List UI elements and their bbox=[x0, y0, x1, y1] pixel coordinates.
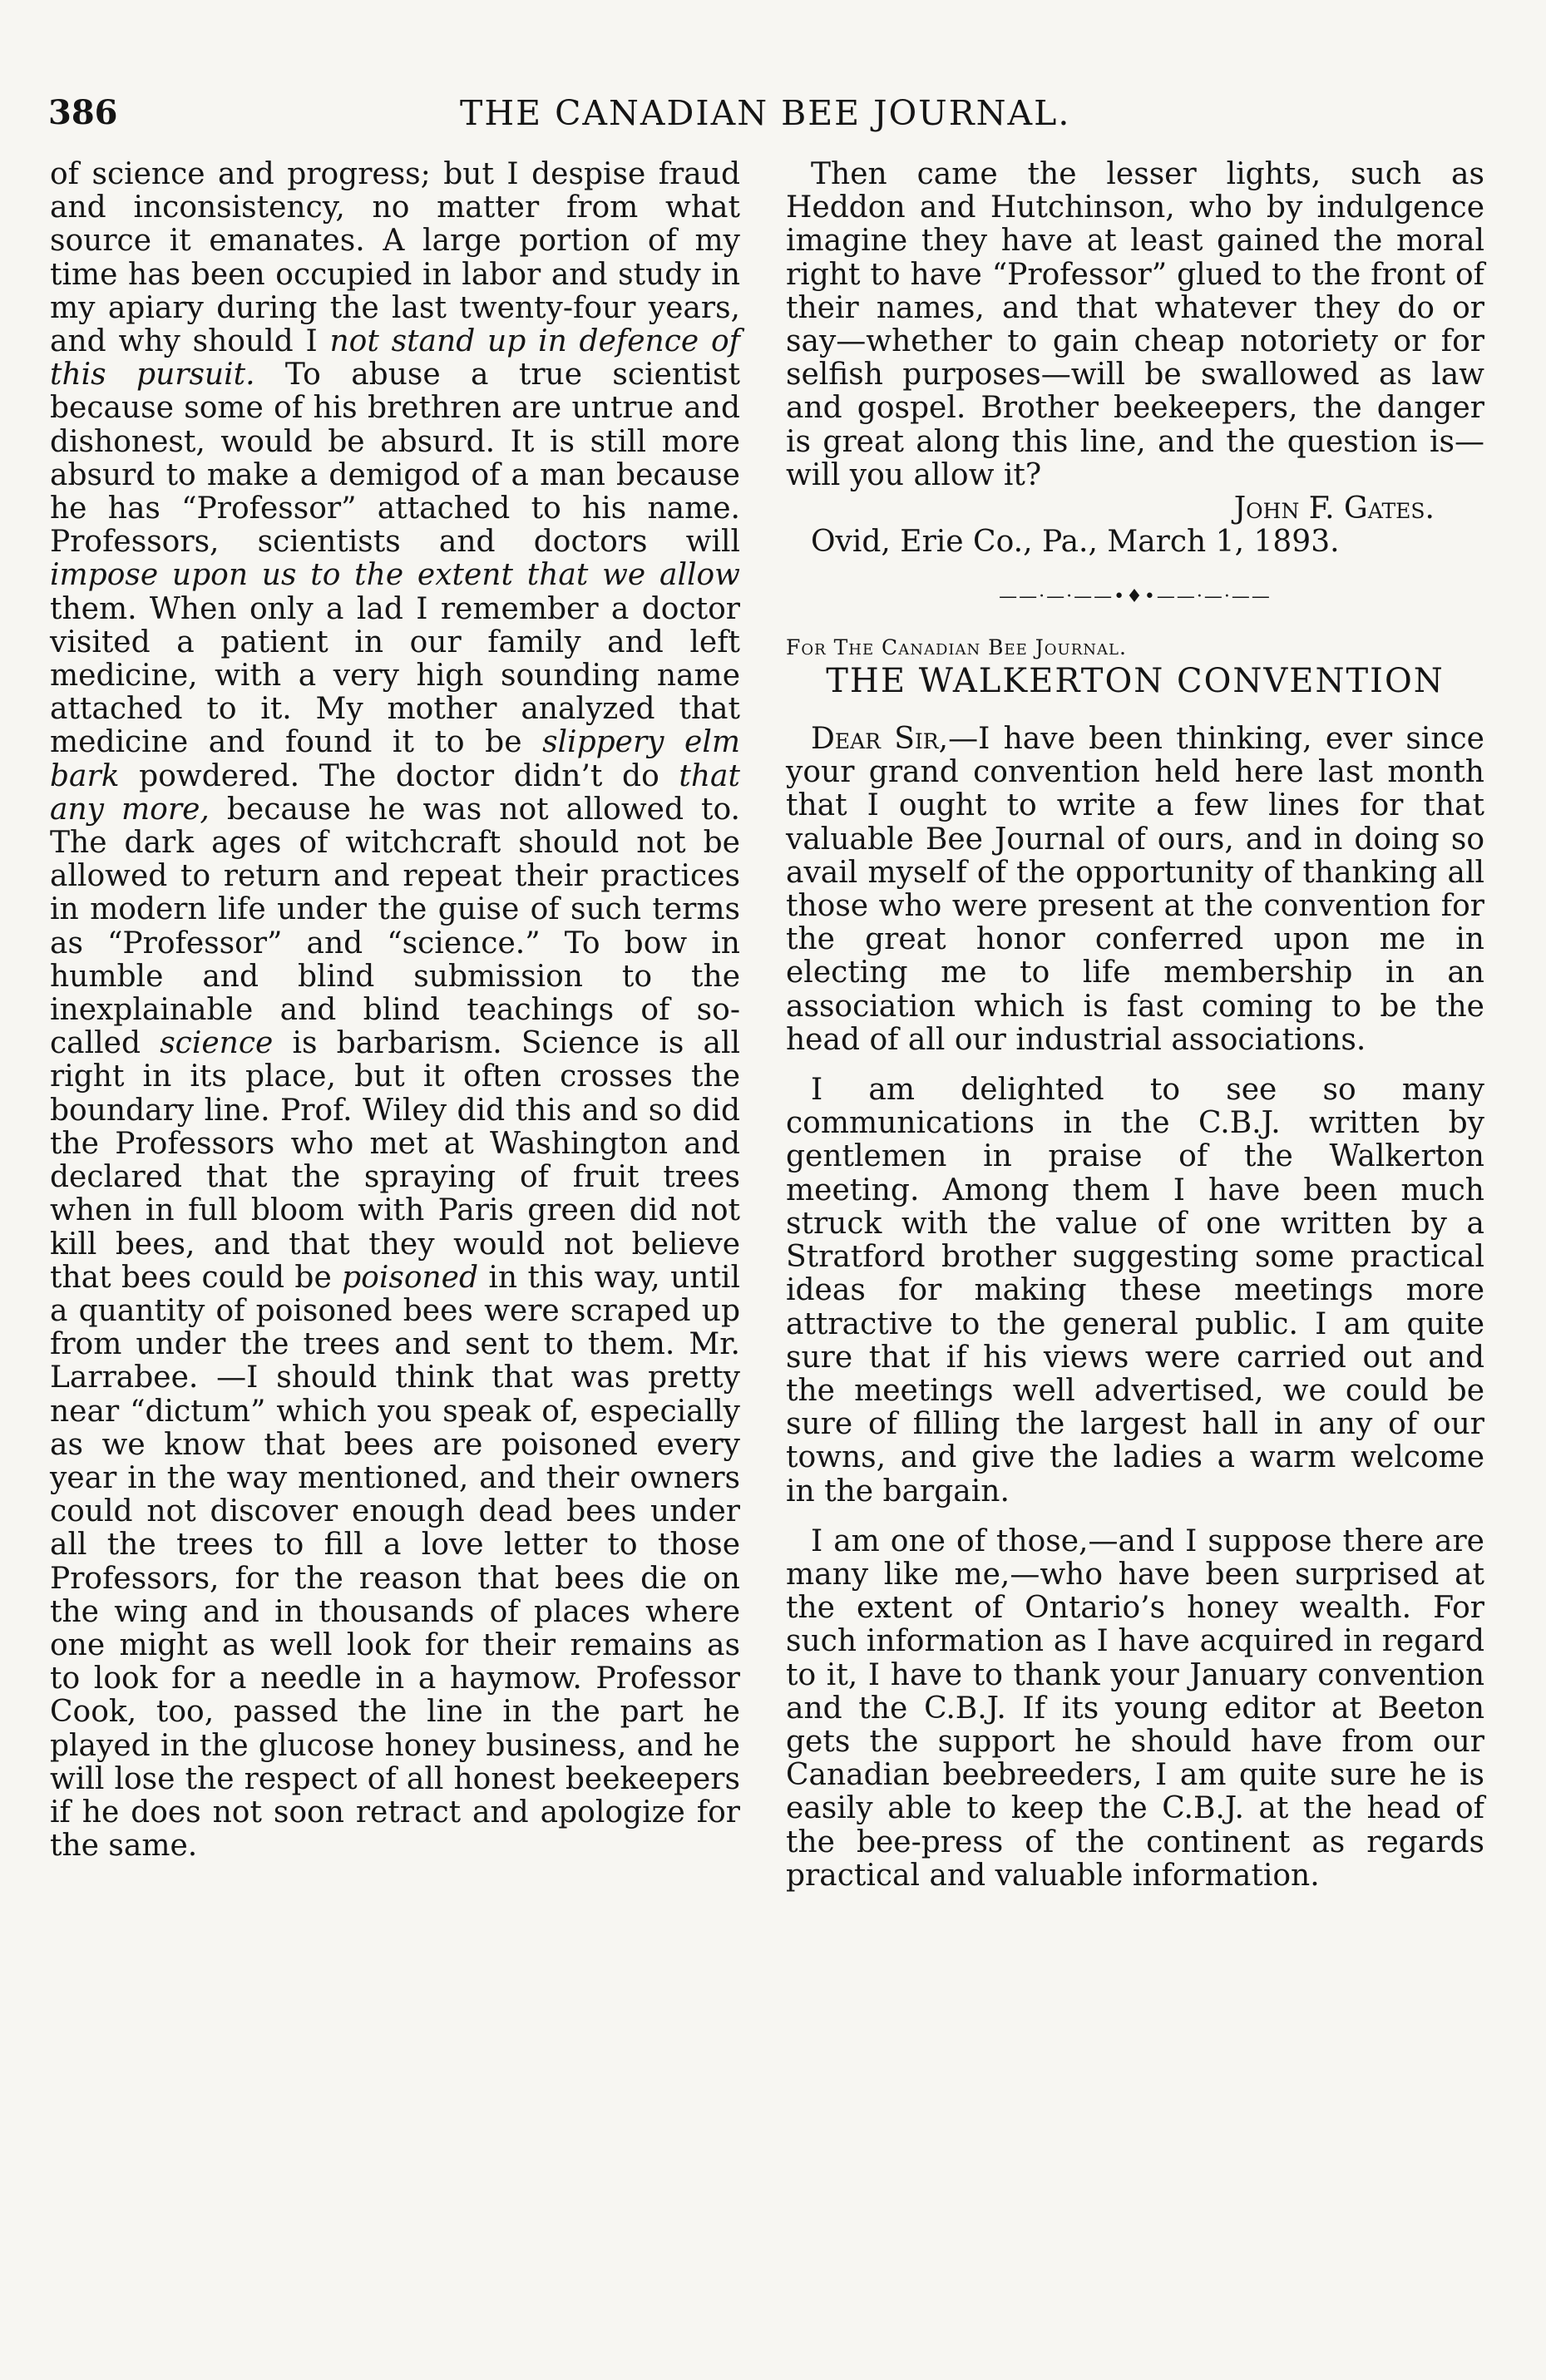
text-run: them. When only a lad I remember a doctor visited a patient in our family and left medicine, with a very high sounding name attached to it. My mother analyzed that medicine and found it to be bbox=[50, 591, 740, 760]
italic-run: impose upon us to the extent that we allow bbox=[50, 558, 740, 593]
section-divider: ——·—·——•♦•——·—·—— bbox=[999, 586, 1272, 608]
continued-paragraph bbox=[50, 158, 740, 1863]
page-header bbox=[48, 93, 1462, 143]
italic-run: poisoned bbox=[342, 1260, 479, 1295]
text-run: in this way, until a quantity of poisoned bees were scraped up from under the trees and sent to them. Mr. Larrabee. —I should think that was pretty near “dictum” which you speak of, especially as we know that bees are poisoned every year in the way mentioned, and their owners could not discover enough dead bees under all the trees to fill a love letter to those Professors, for the reason that bees die on the wing and in thousands of places where one might as well look for their remains as to look for a needle in a haymow. Professor Cook, too, passed the line in the part he played in the glucose honey business, and he will lose the respect of all honest beekeepers if he does not soon retract and apologize for the same. bbox=[50, 1260, 740, 1864]
article-title: THE WALKERTON CONVENTION bbox=[826, 661, 1445, 700]
article-paragraph: I am delighted to see so many communications in the C.B.J. written by gentlemen in praise of the Walkerton meeting. Among them I have been much struck with the value of one written by a Stratford brother suggesting some practical ideas for making these meetings more attractive to the general public. I am quite sure that if his views were carried out and the meetings well advertised, we could be sure of filling the largest hall in any of our towns, and give the ladies a warm welcome in the bargain. bbox=[786, 1073, 1484, 1508]
left-column bbox=[50, 158, 740, 1863]
text-run: of science and progress; but I despise fraud and inconsistency, no matter from what source it emanates. A large portion of my time has been occupied in labor and study in my apiary during the last twenty-four years, and why should I bbox=[50, 157, 740, 359]
text-run: —I have been thinking, ever since your grand convention held here last month that I ought to write a few lines for that valuable Bee Journal of ours, and in doing so avail myself of the opportunity of thanking all those who were present at the convention for the great honor conferred upon me in electing me to life membership in an association which is fast coming to be the head of all our industrial associations. bbox=[786, 722, 1484, 1057]
italic-run: slippery elm bark bbox=[50, 725, 741, 793]
running-title: THE CANADIAN BEE JOURNAL. bbox=[460, 93, 1071, 133]
text-run: To abuse a true scientist because some of his brethren are untrue and dishonest, would be absurd. It is still more absurd to make a demigod of a man because he has “Professor” attached to his name. Professors, scientists and doctors will bbox=[50, 358, 740, 560]
text-run: powdered. The doctor didn’t do bbox=[119, 758, 679, 793]
article-paragraph bbox=[786, 723, 1484, 1057]
italic-run: that any more, bbox=[50, 758, 740, 827]
text-run: is barbarism. Science is all right in its place, but it often crosses the boundary line. Prof. Wiley did this and so did the Professors who met at Washington and declared that the spraying of fruit trees when in full bloom with Paris green did not kill bees, and that they would not believe that bees could be bbox=[50, 1026, 740, 1295]
italic-run: not stand up in defence of this pursuit. bbox=[50, 324, 740, 393]
text-run: because he was not allowed to. The dark ages of witchcraft should not be allowed to return and repeat their practices in modern life under the guise of such terms as “Professor” and “science.” To bow in humble and blind submission to the inexplainable and blind teachings of so-called bbox=[50, 792, 740, 1061]
dateline: Ovid, Erie Co., Pa., March 1, 1893. bbox=[811, 525, 1340, 560]
italic-run: science bbox=[160, 1026, 274, 1061]
page-number: 386 bbox=[48, 93, 118, 132]
closing-paragraph: Then came the lesser lights, such as Heddon and Hutchinson, who by indulgence imagine they have at least gained the moral right to have “Professor” glued to the front of their names, and that whatever they do or say—whether to gain cheap notoriety or for selfish purposes—will be swallowed as law and gospel. Brother beekeepers, the danger is great along this line, and the question is—will you allow it? bbox=[786, 157, 1484, 492]
article-paragraph: I am one of those,—and I suppose there are many like me,—who have been surprised at the extent of Ontario’s honey wealth. For such information as I have acquired in regard to it, I have to thank your January convention and the C.B.J. If its young editor at Beeton gets the support he should have from our Canadian beebreeders, I am quite sure he is easily able to keep the C.B.J. at the head of the bee-press of the continent as regards practical and valuable information. bbox=[786, 1523, 1484, 1893]
author-signature: John F. Gates. bbox=[1233, 491, 1435, 526]
right-column bbox=[786, 158, 1484, 1893]
for-line: For The Canadian Bee Journal. bbox=[786, 635, 1127, 659]
salutation: Dear Sir, bbox=[811, 722, 949, 757]
